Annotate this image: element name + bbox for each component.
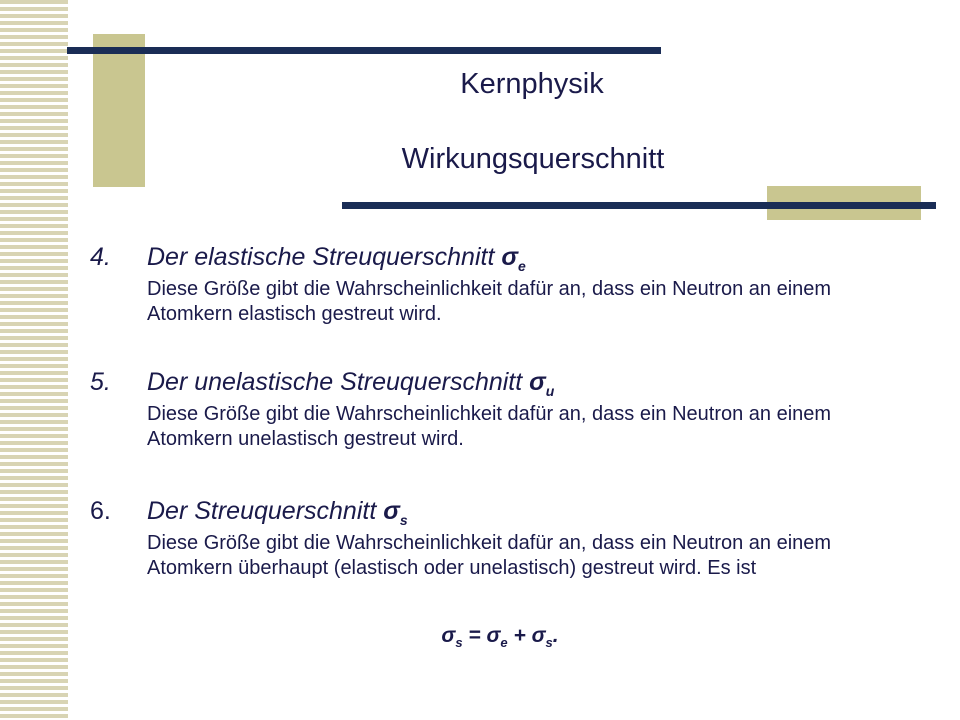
item-heading (90, 368, 890, 402)
item-title-text: Der Streuquerschnitt (147, 497, 384, 525)
list-item-4 (90, 243, 890, 327)
item-description: Diese Größe gibt die Wahrscheinlichkeit dafür an, dass ein Neutron an einem Atomkern überhaupt (elastisch oder unelastisch) gestreut wird. Es ist (147, 532, 832, 579)
decorative-bar-top (67, 47, 661, 54)
item-heading (90, 497, 890, 531)
list-item-6 (90, 497, 890, 581)
item-description: Diese Größe gibt die Wahrscheinlichkeit dafür an, dass ein Neutron an einem Atomkern unelastisch gestreut wird. (147, 403, 832, 450)
decorative-bar-bottom (342, 202, 936, 209)
list-item-5 (90, 368, 890, 452)
item-number: 6. (90, 497, 111, 525)
slide-title: Kernphysik (460, 68, 604, 100)
decorative-block-left (93, 34, 145, 187)
cross-section-formula: $\sigma_s = \sigma_e + \sigma_s$. (441, 624, 559, 651)
item-number: 5. (90, 368, 111, 396)
item-title (147, 243, 526, 274)
slide-subtitle: Wirkungsquerschnitt (401, 143, 665, 175)
decorative-stripes (0, 0, 70, 720)
item-title (147, 497, 408, 528)
item-title (147, 368, 554, 399)
cross-section-symbol: $\sigma_e$ (501, 243, 526, 274)
cross-section-symbol: $\sigma_s$ (383, 497, 408, 528)
item-heading (90, 243, 890, 277)
cross-section-symbol: $\sigma_u$ (529, 368, 555, 399)
item-title-text: Der elastische Streuquerschnitt (147, 243, 502, 271)
item-number: 4. (90, 243, 111, 271)
item-title-text: Der unelastische Streuquerschnitt (147, 368, 530, 396)
item-description: Diese Größe gibt die Wahrscheinlichkeit dafür an, dass ein Neutron an einem Atomkern elastisch gestreut wird. (147, 278, 832, 325)
